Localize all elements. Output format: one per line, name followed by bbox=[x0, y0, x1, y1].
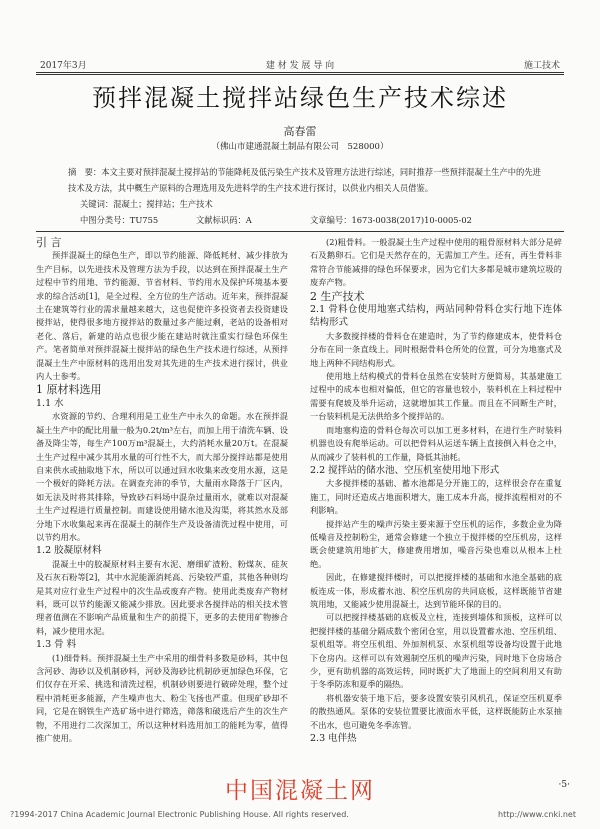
paragraph: (2)粗骨料。一般混凝土生产过程中使用的粗骨原材料大部分是碎石及鹅卵石。它们是天然存在的，无需加工产生。还有，再生骨料非常符合节能减排的绿色环保要求，因为它们大多都是城市建筑垃圾的废弃产物。 bbox=[310, 237, 562, 288]
page-number: ·5· bbox=[558, 780, 570, 790]
author: 高春雷 bbox=[283, 125, 317, 138]
keywords-text: 混凝土；搅拌站；生产技术 bbox=[113, 199, 213, 209]
paragraph: 将机器安装于地下后，要多设置安装引风机孔，保证空压机夏季的散热通风。泵体的安装位置要比液面水平低，这样既能防止水泵抽不出水，也可避免冬季冻管。 bbox=[310, 692, 562, 730]
article-number: 文章编号：1673-0038(2017)10-0005-02 bbox=[310, 215, 472, 225]
subsection-heading-1-3: 1.3 骨 料 bbox=[36, 639, 77, 651]
section-heading-intro: 引 言 bbox=[36, 236, 62, 249]
copyright-footer: ?1994-2017 China Academic Journal Electronic Publishing House. All rights reserved. bbox=[10, 810, 349, 819]
paragraph: 因此，在修建搅拌楼时，可以把搅拌楼的基础和水池全基础的底板连成一体，形成蓄水池、积空压机房的共同底板，这样既能节省建筑用地，又能减少使用混凝土，达到节能环保的目的。 bbox=[310, 572, 562, 609]
document-code: 文献标识码：A bbox=[196, 215, 252, 225]
left-column bbox=[36, 236, 288, 745]
site-watermark: 中国混凝土网 bbox=[225, 778, 375, 804]
subsection-heading-2-1: 2.1 骨料仓使用地塞式结构，两站同种骨料仓实行地下连体结构形式 bbox=[310, 304, 562, 329]
footer-url[interactable]: http://www.cnki.net bbox=[498, 810, 576, 819]
keywords-label: 关键词： bbox=[80, 199, 114, 209]
abstract-label: 摘 要： bbox=[68, 167, 102, 177]
paragraph: 水资源的节约、合理利用是工业生产中永久的命题。水在预拌混凝土生产中的配比用量一般为0.2t/m³左右，而加上用于清洗车辆、设备及降尘等，每生产100万m³混凝土，大约消耗水量20万t。在混凝土生产过程中减少其用水量的可行性不大，而大部分搅拌站都是使用自来供水或抽取地下水，所以可以通过回水收集来改变用水源，这是一个极好的降耗方法。在调查充沛的季节，大量雨水降落于厂区内，如无法及时将其排除，导致砂石料场中混杂过量雨水，就难以对混凝土生产过程进行质量控制。而建设使用储水池及沟渠，将其然水及部分地下水收集起来再在混凝土的制作生产及设备清洗过程中使用，可以节约用水。 bbox=[36, 411, 288, 542]
paragraph: 预拌混凝土的绿色生产，即以节约能源、降低耗材、减少排放为生产目标，以先进技术及管理方法为手段，以达到在预拌混凝土生产过程中节约用地、节约能源、节省材料、节约用水及保护环境基本要求的综合活动[1]，是全过程、全方位的生产活动。近年来，预拌混凝土在建筑等行业的需求量越来越大，这也促使许多投资者去投资建设搅拌站，使得很多地方搅拌站的数量过多产能过剩，老站的设备相对老化、落后，新建的站点也很少能在建站时就注重实行绿色环保生产。笔者简单对预拌混凝土搅拌站的绿色生产技术进行综述，从预拌混凝土生产中原材料的选用出发对其先进的生产技术进行探讨，供业内人士参考。 bbox=[36, 250, 288, 382]
keywords bbox=[80, 198, 213, 210]
section-heading-1: 1 原材料选用 bbox=[36, 383, 102, 397]
paragraph: 大多数搅拌楼的骨料仓在建造时，为了节约修建成本，使骨料仓分布在同一条直线上。同时根据骨料仓所处的位置，可分为地塞式及地上两种不同结构形式。 bbox=[310, 330, 562, 368]
abstract-rule bbox=[36, 231, 564, 232]
paragraph: 使用地上结构模式的骨料仓虽然在安装时方便简易，其基建施工过程中的成本也相对偏低，但它的容量也较小，装料机在上料过程中需要有爬坡及举升运动，这就增加其工作量。而且在不同断生产时，一台装料机是无法供给多个搅拌站的。 bbox=[310, 371, 562, 422]
subsection-heading-2-3: 2.3 电伴热 bbox=[310, 733, 357, 745]
paragraph: 而地塞构造的骨料仓每次可以加工更多材料，在进行生产时装料机器也设有爬举运动。可以把骨料从运送车辆上直接倒入料仓之中，从而减少了装料机的工作量，降低其油耗。 bbox=[310, 424, 562, 462]
paragraph: 混凝土中的胶凝原材料主要有水泥、磨细矿渣粉、粉煤灰、硅灰及石灰石粉等[2]，其中水泥能源消耗高、污染较严重，其他各种则均是其对应行业生产过程中的次生品或废弃产物。使用此类废弃产物材料，既可以节约能源又能减少排放。因此要求各搅拌站的相关技术管理者值测在不影响产品质量和生产的前提下，更多的去使用矿物掺合料，减少使用水泥。 bbox=[36, 558, 288, 636]
header-rule-thin bbox=[36, 74, 564, 75]
subsection-heading-1-2: 1.2 胶凝原材料 bbox=[36, 545, 102, 557]
paper-title: 预拌混凝土搅拌站绿色生产技术综述 bbox=[92, 84, 508, 112]
abstract-text: 本文主要对预拌混凝土搅拌站的节能降耗及低污染生产技术及管理方法进行综述，同时推荐一些预拌混凝土生产中的先进技术及方法，其中概生产原料的合理选用及先进料学的生产技术进行探讨，以供业内相关人员借鉴。 bbox=[68, 167, 541, 193]
subsection-heading-2-2: 2.2 搅拌站的储水池、空压机室使用地下形式 bbox=[310, 464, 500, 476]
abstract bbox=[68, 164, 546, 196]
paragraph: 搅拌站产生的噪声污染主要来源于空压机的运作，多数企业为降低噪音及控制粉尘，通常会修建一个独立于搅拌楼的空压机房，这样既会使建筑用地扩大，修建费用增加，噪音污染也难以从根本上杜绝。 bbox=[310, 518, 562, 569]
paragraph: 大多搅拌楼的基础、蓄水池都是分开施工的，这样很会存在重复施工，同时还造成占地面积增大，施工成本升高，搅拌流程相对的不利影响。 bbox=[310, 478, 562, 516]
subsection-heading-1-1: 1.1 水 bbox=[36, 397, 64, 409]
paragraph: 可以把搅拌楼基础的底板及立柱，连接到墙体和顶板，这样可以把搅拌楼的基础分隔成数个密闭仓室，用以设置蓄水池、空压机组、泵机组等。将空压机组、外加剂机泵、水泵机组等设备均设置于此地下仓房内。这样可以有效遏制空压机的噪声污染，同时地下仓房场合少，更有助机器的高效运转，同时既扩大了地面上的空间利用又有助于冬季防冻和夏季的隔热。 bbox=[310, 612, 562, 690]
header-rule bbox=[36, 72, 564, 73]
header-journal: 建 材 发 展 导 向 bbox=[265, 61, 335, 71]
right-column bbox=[310, 236, 562, 745]
affiliation: （佛山市建通混凝土制品有限公司 528000） bbox=[211, 142, 389, 152]
clc-number: 中图分类号：TU755 bbox=[80, 215, 159, 225]
section-heading-2: 2 生产技术 bbox=[310, 289, 365, 303]
header-date: 2017年3月 bbox=[40, 61, 87, 71]
paragraph: (1)细骨料。预拌混凝土生产中采用的细骨料多数是砂料，其中包含河砂、海砂以及机制砂料，河砂及海砂比机制砂更加绿色环保，它们仅存在开采、挑选和清洗过程，机制砂则要进行破碎处理，整个过程中消耗更多能源，产生噪声也大、粉尘飞扬也严重。但现矿砂却不同，它是在钢铁生产选矿场中进行筛选，筛落和破选后产生的次生产物，不用进行二次深加工，所以这种材料选用加工的能耗为零，值得推广使用。 bbox=[36, 652, 288, 744]
header-section: 施工技术 bbox=[523, 61, 560, 71]
